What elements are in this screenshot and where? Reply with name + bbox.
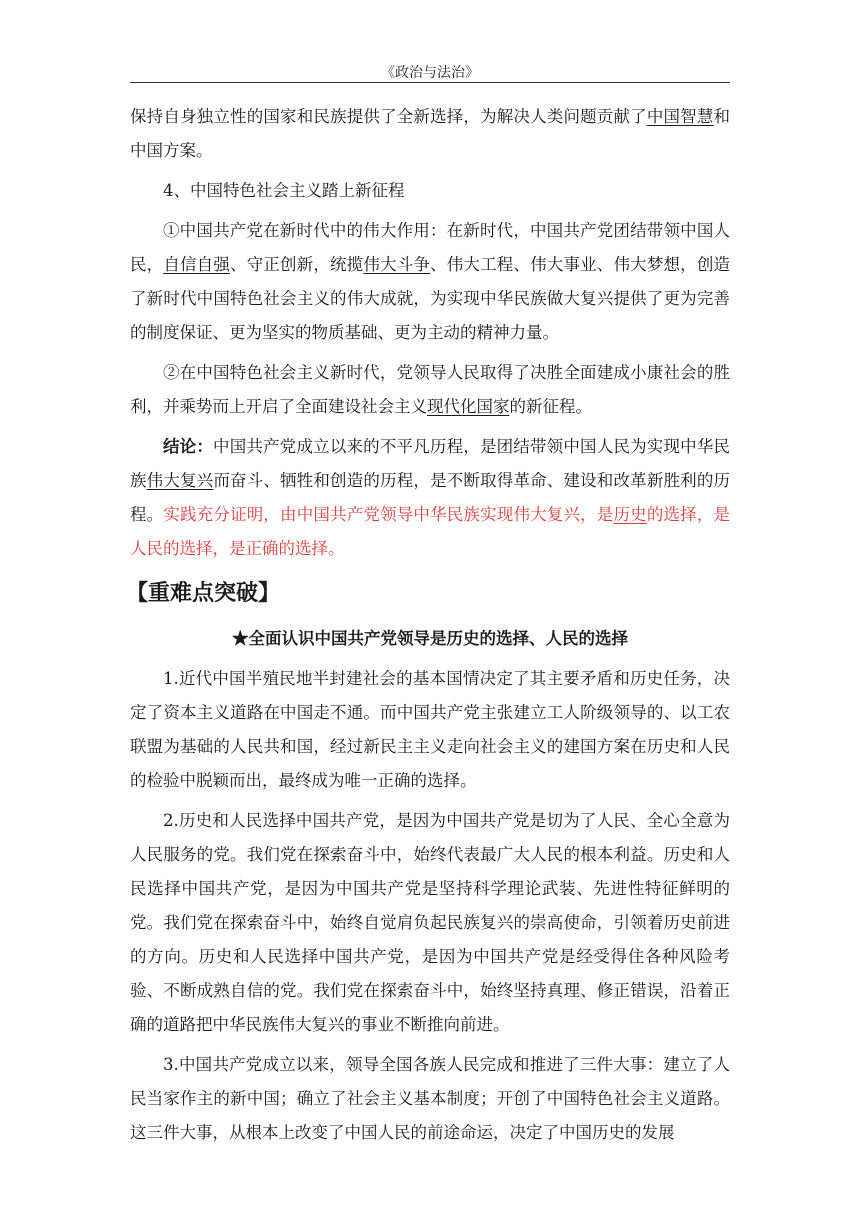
underlined-term: 伟大斗争: [363, 255, 431, 274]
sub-title: ★全面认识中国共产党领导是历史的选择、人民的选择: [232, 629, 628, 648]
underlined-term: 伟大复兴: [146, 471, 214, 490]
paragraph-continuation: [130, 100, 730, 168]
text-run: ①中国共产党在新时代中的伟大作用：在新时代，中国共产党团结带领中国人民，: [130, 221, 730, 274]
text-run: 而奋斗、牺牲和创造的历程，是不断取得革命、建设和改革新胜利的历程。: [130, 471, 731, 524]
text-run: 、伟大工程、伟大事业、伟大梦想，创造了新时代中国特色社会主义的伟大成就，为实现中华民族做大复兴提供了更为完善的制度保证、更为坚实的物质基础、更为主动的精神力量。: [130, 255, 731, 342]
conclusion-label: 结论：: [163, 437, 214, 456]
highlighted-text: 的选择，是人民的选择，是正确的选择。: [130, 505, 731, 558]
header-divider: [130, 82, 730, 83]
text-run: 、守正创新，统揽: [230, 255, 364, 274]
paragraph-point-3: 3.中国共产党成立以来，领导全国各族人民完成和推进了三件大事：建立了人民当家作主的新中国；确立了社会主义基本制度；开创了中国特色社会主义道路。这三件大事，从根本上改变了中国人民的前途命运，决定了中国历史的发展: [130, 1055, 730, 1142]
text-run: 保持自身独立性的国家和民族提供了全新选择，为解决人类问题贡献了: [130, 107, 647, 126]
text-run: 中国共产党成立以来的不平凡历程，是团结带领中国人民为实现中华民族: [130, 437, 731, 490]
highlighted-underlined-term: 历史: [613, 505, 647, 524]
paragraph-point-2: 2.历史和人民选择中国共产党，是因为中国共产党是切为了人民、全心全意为人民服务的党。我们党在探索奋斗中，始终代表最广大人民的根本利益。历史和人民选择中国共产党，是因为中国共产党是坚持科学理论武装、先进性特征鲜明的党。我们党在探索奋斗中，始终自觉肩负起民族复兴的崇高使命，引领着历史前进的方向。历史和人民选择中国共产党，是因为中国共产党是经受得住各种风险考验、不断成熟自信的党。我们党在探索奋斗中，始终坚持真理、修正错误，沿着正确的道路把中华民族伟大复兴的事业不断推向前进。: [130, 811, 730, 1034]
paragraph-conclusion: [130, 430, 730, 566]
highlighted-text: 实践充分证明，由中国共产党领导中华民族实现伟大复兴，是: [163, 505, 614, 524]
underlined-term: 中国智慧: [646, 107, 714, 126]
section-title: 【重难点突破】: [126, 580, 281, 606]
paragraph-new-era-role: [130, 214, 730, 350]
text-run: 的新征程。: [509, 397, 592, 416]
text-run: 和中国方案。: [130, 107, 731, 160]
text-run: ②在中国特色社会主义新时代，党领导人民取得了决胜全面建成小康社会的胜利，并乘势而上开启了全面建设社会主义: [130, 363, 730, 416]
underlined-term: 现代化国家: [427, 397, 510, 416]
paragraph-new-journey: [130, 356, 730, 424]
document-body: [126, 100, 731, 1156]
paragraph-point-1: 1.近代中国半殖民地半封建社会的基本国情决定了其主要矛盾和历史任务，决定了资本主义道路在中国走不通。而中国共产党主张建立工人阶级领导的、以工农联盟为基础的人民共和国，经过新民主主义走向社会主义的建国方案在历史和人民的检验中脱颖而出，最终成为唯一正确的选择。: [130, 669, 730, 790]
underlined-term: 自信自强: [163, 255, 231, 274]
item-heading: 4、中国特色社会主义踏上新征程: [163, 181, 405, 200]
page-header: 《政治与法治》: [381, 65, 479, 81]
